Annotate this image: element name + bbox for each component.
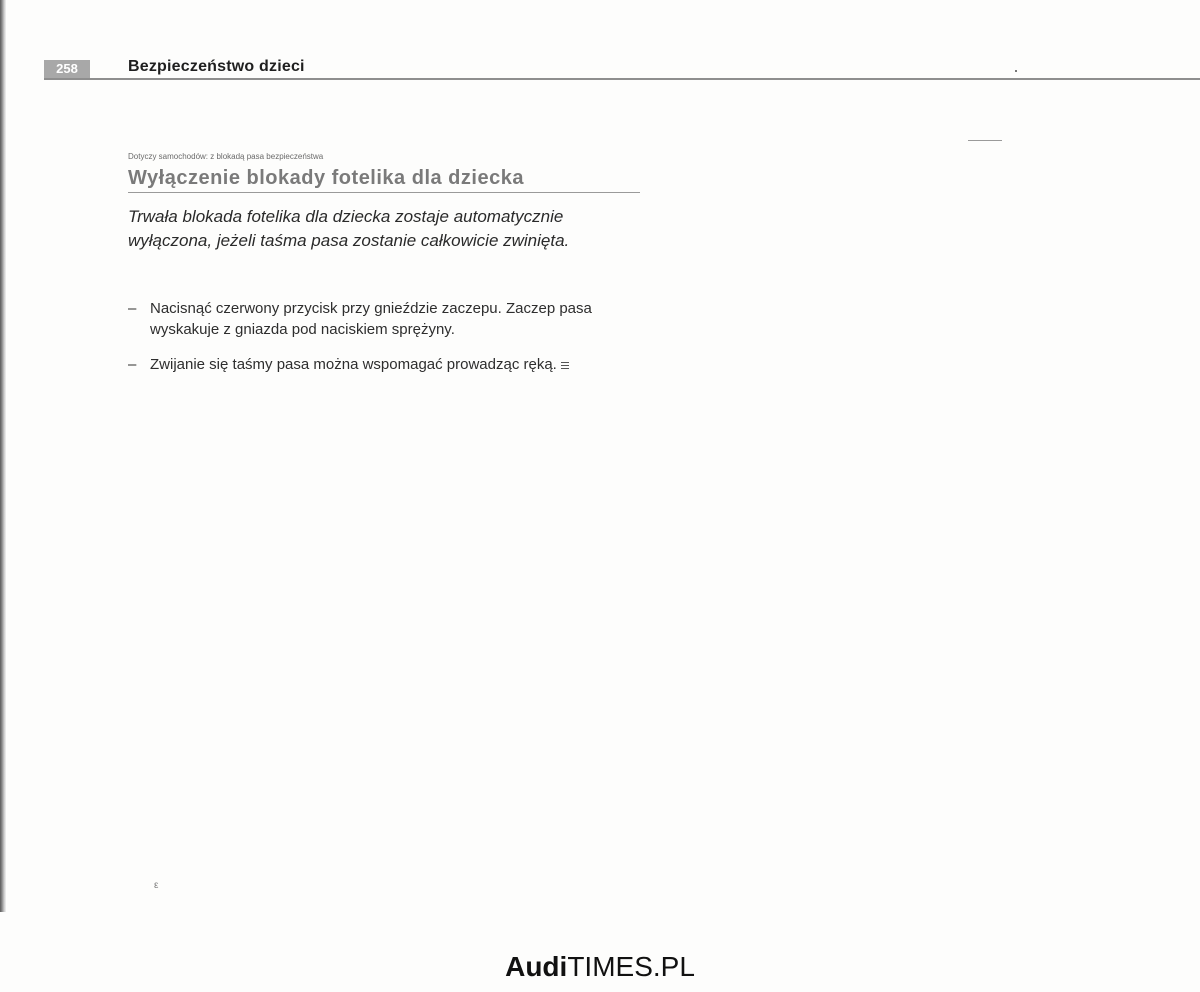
step-dash: – xyxy=(128,356,137,373)
instruction-step xyxy=(128,354,648,375)
header-rule xyxy=(44,78,1200,80)
chapter-title: Bezpieczeństwo dzieci xyxy=(128,58,305,75)
header-dot xyxy=(1015,70,1017,72)
step-text: Nacisnąć czerwony przycisk przy gnieździe zaczepu. Zaczep pasa wyskakuje z gniazda pod naciskiem sprężyny. xyxy=(150,300,592,338)
watermark-domain: TIMES.PL xyxy=(567,951,695,982)
section-title: Wyłączenie blokady fotelika dla dziecka xyxy=(128,167,524,189)
step-dash: – xyxy=(128,300,137,317)
scan-mark xyxy=(968,140,1002,141)
watermark-brand: Audi xyxy=(505,951,568,982)
footer-mark: ε xyxy=(154,880,159,891)
step-text: Zwijanie się taśmy pasa można wspomagać prowadząc ręką. xyxy=(150,356,557,373)
instruction-step xyxy=(128,298,648,340)
instruction-list xyxy=(128,298,648,375)
applies-to-note: Dotyczy samochodów: z blokadą pasa bezpieczeństwa xyxy=(128,152,324,161)
section-rule xyxy=(128,192,640,193)
page-binding-edge xyxy=(0,0,6,912)
site-watermark xyxy=(0,950,1200,984)
end-of-section-icon xyxy=(561,362,569,369)
page-number-badge: 258 xyxy=(44,60,90,78)
section-intro: Trwała blokada fotelika dla dziecka zostaje automatycznie wyłączona, jeżeli taśma pasa zostanie całkowicie zwinięta. xyxy=(128,207,570,250)
